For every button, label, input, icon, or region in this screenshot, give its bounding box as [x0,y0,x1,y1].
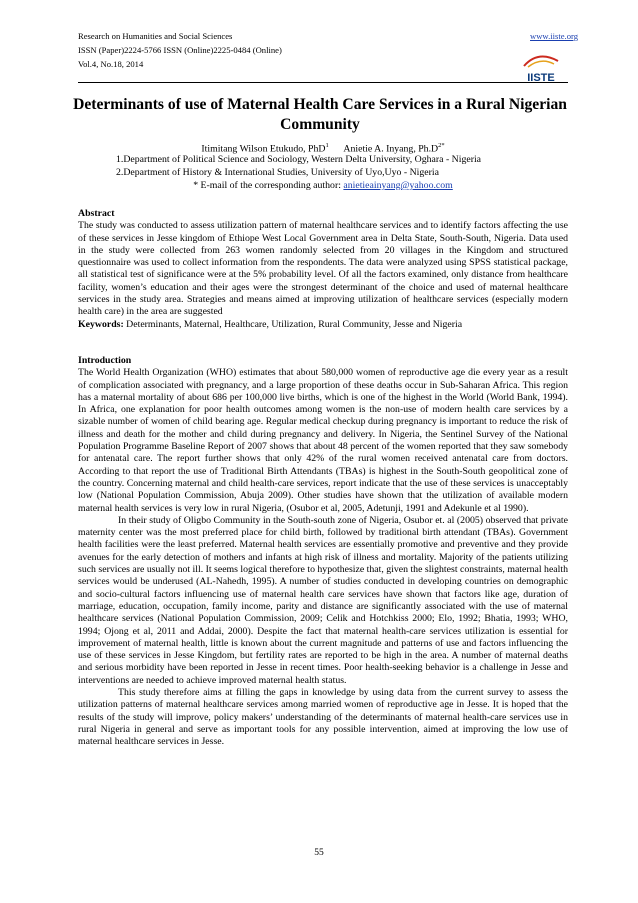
iiste-logo [516,52,566,84]
intro-paragraph-1: The World Health Organization (WHO) estimates that about 580,000 women of reproductive age die every year as a result of complication associated with pregnancy, and a large proportion of these deaths occur in Sub-Saharan Africa. This region has a maternal mortality of about 686 per 100,000 live births, which is one of the highest in the World (World Bank, 1994). In Africa, one explanation for poor health outcomes among women is the non-use of modern health care services by a sizable number of women of child bearing age. Regular medical checkup during pregnancy is important to reduce the risk of illness and death for the mother and child during pregnancy and delivery. In Nigeria, the Sentinel Survey of the National Population Programme Baseline Report of 2007 shows that about 48 percent of the women reported that they saw somebody for antenatal care. The report further shows that only 42% of the rural women received antenatal care from doctors. According to that report the use of Traditional Birth Attendants (TBAs) is highest in the South-South geopolitical zone of the country. Concerning maternal and child health-care services, report indicate that the use of these services is unacceptably low (National Population Commission, Abuja 2009). Other studies have shown that the utilization of available modern maternal health services is very low in rural Nigeria, (Osubor et al, 2005, Adetunji, 1991 and Adekunle et al 1990). [78,367,568,514]
logo-text: IISTE [527,72,555,84]
email-link[interactable]: anietieainyang@yahoo.com [343,180,453,191]
author-1: Itimitang Wilson Etukudo, PhD [201,143,326,155]
paper-title: Determinants of use of Maternal Health Care Services in a Rural Nigerian Community [73,96,567,133]
website-link[interactable]: www.iiste.org [530,31,578,41]
author-2: Anietie A. Inyang, Ph.D [343,143,439,155]
header-divider [78,82,568,83]
abstract-section [78,208,568,331]
intro-paragraph-3: This study therefore aims at filling the gaps in knowledge by using data from the current survey to assess the utilization patterns of maternal healthcare services among married women of reproductive age in Jesse. It is hoped that the results of the study will improve, policy makers’ understanding of the determinants of maternal health-care services use in rural Nigeria in general and serve as important tools for any possible intervention, aimed at improving the low use of maternal healthcare services in Jesse. [78,687,568,748]
volume-line: Vol.4, No.18, 2014 [78,59,144,69]
corresponding-email-line: * E-mail of the corresponding author: anietieainyang@yahoo.com [193,180,453,191]
keywords-line: Keywords: Determinants, Maternal, Healthcare, Utilization, Rural Community, Jesse and Nigeria [78,318,463,330]
issn-line: ISSN (Paper)2224-5766 ISSN (Online)2225-0484 (Online) [78,45,282,55]
journal-name: Research on Humanities and Social Sciences [78,31,233,41]
page-number: 55 [314,848,324,858]
affiliation-2: 2.Department of History & International Studies, University of Uyo,Uyo - Nigeria [116,167,439,178]
introduction-section [78,355,568,749]
abstract-heading: Abstract [78,208,115,219]
author-line: Itimitang Wilson Etukudo, PhD$^1$ Anietie A. Inyang, $Ph.D^{2*}$ [201,142,445,155]
introduction-heading: Introduction [78,355,132,366]
abstract-text: The study was conducted to assess utilization pattern of maternal healthcare services and to identify factors affecting the use of these services in Jesse kingdom of Ethiope West Local Government area in Delta State, South-South, Nigeria. Data used in the study were collected from 263 women randomly selected from 20 villages in the Kingdom and structured questionnaire was used to collect information from the respondents. The data were analyzed using SPSS statistical package, all statistical test of significance were at the 5% probability level. Of all the factors examined, only distance from healthcare facility, women’s education and their ages were the strongest determinant of the choice and used of maternal healthcare services in the study area. Strategies and means aimed at improving utilization of healthcare services (especially modern health care) in the area are suggested [78,220,568,318]
intro-paragraph-2: In their study of Oligbo Community in the South-south zone of Nigeria, Osubor et. al (2005) observed that private maternity center was the most preferred place for child birth, followed by traditional birth attendant (TBAs). Government health facilities were the least preferred. Maternal health services are essentially promotive and preventive and they provide avenues for the early detection of mothers and infants at high risk of illness and mortality. Majority of the patients utilizing such services are usually not ill. It seems logical therefore to hypothesize that, given the slightest constraints, maternal health services would be underused (AL-Nahedh, 1995). A number of studies conducted in developing countries on demographic and socio-cultural factors influencing use of maternal health care services have shown that factors like age, duration of marriage, education, occupation, family income, parity and distance are significantly associated with the use of maternal healthcare services (National Population Commission, 2009; Celik and Hotchkiss 2000; Elo, 1992; Bhatia, 1993; WHO, 1994; Ojong et al, 2011 and Addai, 2000). Despite the fact that maternal health-care services utilization is essential for improvement of maternal health, little is known about the current magnitude and patterns of use and factors influencing the use of these services in Jesse Kingdom, but fertility rates are reported to be high in the area. A number of maternal deaths and serious morbidity have been reported in Jesse in recent times. Poor health-seeking behavior is a challenge in Jesse and interventions are needed to achieve improved maternal health status. [78,514,568,686]
affiliation-1: 1.Department of Political Science and Sociology, Western Delta University, Oghara - Nigeria [116,154,482,165]
